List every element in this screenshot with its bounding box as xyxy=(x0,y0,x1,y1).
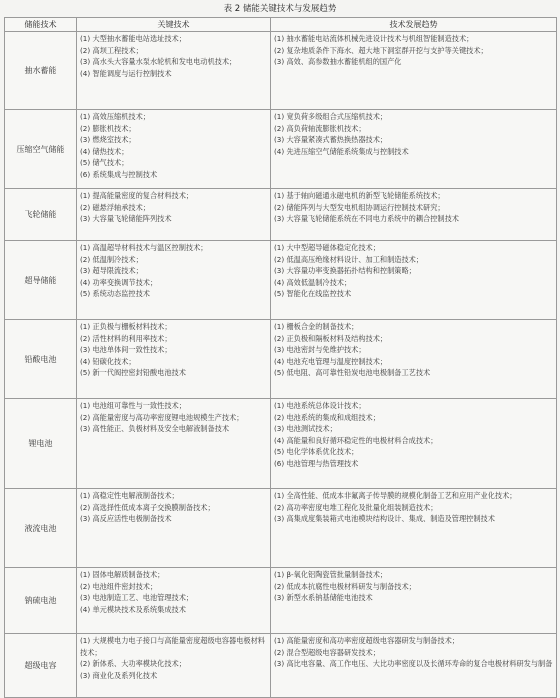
trend-item: (3) 新型水系钠基储能电池技术 xyxy=(274,593,373,603)
trend-cell xyxy=(271,320,557,399)
key-tech-item: (3) 电池单体间一致性技术； xyxy=(80,345,172,355)
key-tech-item: (3) 高水头大容量水泵水轮机和发电电动机技术； xyxy=(80,57,237,67)
trend-item: (1) 基于轴向磁通永磁电机的新型飞轮储能系统技术； xyxy=(274,191,445,200)
key-tech-item: (2) 低温制冷技术； xyxy=(80,254,143,264)
key-tech-item: (1) 提高能量密度的复合材料技术； xyxy=(80,191,194,200)
key-tech-item: (2) 新体系、大功率模块化技术； xyxy=(80,659,186,669)
key-tech-item: (1) 高温超导材料技术与温区控制技术； xyxy=(80,243,208,252)
key-tech-item: (1) 固体电解质制备技术； xyxy=(80,570,165,579)
trend-item: (2) 正负极和隔板材料及结构技术； xyxy=(274,333,388,343)
trend-item: (1) 高能量密度和高功率密度超级电容器研发与制备技术； xyxy=(274,636,459,645)
key-tech-item: (4) 单元模块技术及系统集成技术 xyxy=(80,604,186,614)
key-tech-cell xyxy=(77,110,271,189)
key-tech-item: (3) 电池制造工艺、电池管理技术； xyxy=(80,593,194,603)
trend-item: (3) 高效、高参数抽水蓄能机组的国产化 xyxy=(274,57,402,67)
trend-item: (3) 大容量紧凑式蓄热换热器技术； xyxy=(274,135,388,145)
trend-item: (2) 低温高压绝缘材料设计、加工和制造技术； xyxy=(274,254,424,264)
key-tech-item: (4) 功率变换调节技术； xyxy=(80,277,158,287)
key-tech-item: (4) 储热技术； xyxy=(80,146,129,156)
table-title: 表 2 储能关键技术与发展趋势 xyxy=(223,4,337,14)
key-tech-item: (4) 铅碳化技术； xyxy=(80,356,136,366)
table-row xyxy=(5,110,557,189)
trend-item: (2) 高负荷轴流膨胀机技术； xyxy=(274,123,366,133)
key-tech-item: (2) 电池组件密封技术； xyxy=(80,581,158,591)
trend-item: (1) 抽水蓄能电站流体机械先进设计技术与机组智能制造技术； xyxy=(274,34,474,43)
trend-cell xyxy=(271,110,557,189)
table-row xyxy=(5,32,557,110)
key-tech-item: (3) 商业化及系列化技术 xyxy=(80,670,158,680)
trend-item: (1) β-氧化铝陶瓷管批量制备技术； xyxy=(274,570,388,579)
trend-item: (3) 高比电容量、高工作电压、大比功率密度以及长循环寿命的复合电极材料研发与制备 xyxy=(274,659,553,669)
key-tech-cell xyxy=(77,32,271,110)
trend-cell xyxy=(271,241,557,320)
key-tech-cell xyxy=(77,320,271,399)
storage-tech-name: 超导储能 xyxy=(5,241,77,320)
storage-tech-name: 压缩空气储能 xyxy=(5,110,77,189)
trend-cell xyxy=(271,399,557,489)
trend-item: (4) 先进压缩空气储能系统集成与控制技术 xyxy=(274,146,409,156)
header-trend: 技术发展趋势 xyxy=(271,18,557,32)
key-tech-cell xyxy=(77,489,271,568)
trend-item: (1) 全高性能、低成本非氟离子传导膜的规模化制备工艺和应用产业化技术； xyxy=(274,491,517,500)
storage-tech-name: 铅酸电池 xyxy=(5,320,77,399)
key-tech-item: (1) 正负极与栅板材料技术； xyxy=(80,322,172,331)
key-tech-item: (3) 燃烧室技术； xyxy=(80,135,136,145)
trend-item: (5) 智能化在线监控技术 xyxy=(274,289,352,299)
key-tech-item: (2) 膨胀机技术； xyxy=(80,123,136,133)
key-tech-item: (2) 磁悬浮轴承技术； xyxy=(80,202,150,212)
trend-cell xyxy=(271,489,557,568)
trend-item: (2) 电池系统的集成和成组技术； xyxy=(274,412,380,422)
trend-item: (1) 大中型超导磁体稳定化技术； xyxy=(274,243,380,252)
trend-item: (3) 高集成度集装箱式电池模块结构设计、集成、制造及管理控制技术 xyxy=(274,514,495,524)
trend-item: (3) 电池测试技术； xyxy=(274,424,337,434)
trend-item: (2) 低成本抗腐性电极材料研发与制备技术； xyxy=(274,581,416,591)
key-tech-item: (5) 储气技术； xyxy=(80,158,129,168)
trend-cell xyxy=(271,189,557,241)
table-row xyxy=(5,568,557,634)
key-tech-item: (5) 系统动态监控技术 xyxy=(80,289,150,299)
trend-item: (6) 电池管理与热管理技术 xyxy=(274,458,359,468)
key-tech-item: (3) 高性能正、负极材料及安全电解液制备技术 xyxy=(80,424,230,434)
trend-item: (1) 电池系统总体设计技术； xyxy=(274,401,366,410)
key-tech-item: (5) 新一代阀控密封铅酸电池技术 xyxy=(80,368,186,378)
header-row xyxy=(5,18,557,32)
key-tech-item: (6) 系统集成与控制技术 xyxy=(80,169,158,179)
key-tech-item: (2) 高能量密度与高功率密度锂电池规模生产技术； xyxy=(80,412,244,422)
key-tech-item: (1) 高效压缩机技术； xyxy=(80,112,150,121)
trend-cell xyxy=(271,634,557,698)
storage-tech-name: 抽水蓄能 xyxy=(5,32,77,110)
table-row xyxy=(5,189,557,241)
trend-item: (3) 大容量飞轮储能系统在不同电力系统中的耦合控制技术 xyxy=(274,214,459,224)
key-tech-item: (1) 大型抽水蓄能电站选址技术； xyxy=(80,34,186,43)
trend-cell xyxy=(271,568,557,634)
key-tech-item: (1) 高稳定性电解液制备技术； xyxy=(80,491,179,500)
key-tech-item: (3) 大容量飞轮储能阵列技术 xyxy=(80,214,172,224)
key-tech-item: (1) 电池组可靠性与一致性技术； xyxy=(80,401,186,410)
key-tech-item: (3) 高反应活性电极制备技术 xyxy=(80,514,172,524)
storage-tech-name: 锂电池 xyxy=(5,399,77,489)
key-tech-item: (1) 大规模电力电子接口与高能量密度超级电容器电极材料技术； xyxy=(80,636,265,657)
key-tech-item: (2) 高选择性低成本离子交换膜制备技术； xyxy=(80,502,215,512)
header-key-tech: 关键技术 xyxy=(77,18,271,32)
header-storage-tech: 储能技术 xyxy=(5,18,77,32)
storage-tech-name: 飞轮储能 xyxy=(5,189,77,241)
key-tech-item: (2) 高坝工程技术； xyxy=(80,45,143,55)
trend-item: (1) 栅板合金的制备技术； xyxy=(274,322,359,331)
trend-cell xyxy=(271,32,557,110)
trend-item: (4) 高效低温制冷技术； xyxy=(274,277,352,287)
key-tech-cell xyxy=(77,568,271,634)
trend-item: (2) 储能阵列与大型发电机组协调运行控制技术研究； xyxy=(274,202,445,212)
storage-tech-name: 钠硫电池 xyxy=(5,568,77,634)
trend-item: (5) 低电阻、高可靠性铅炭电池电极制备工艺技术 xyxy=(274,368,431,378)
trend-item: (1) 宽负荷多级组合式压缩机技术； xyxy=(274,112,388,121)
table-row xyxy=(5,241,557,320)
table-row xyxy=(5,320,557,399)
key-tech-item: (4) 智能调度与运行控制技术 xyxy=(80,68,172,78)
storage-tech-name: 超级电容 xyxy=(5,634,77,698)
key-tech-item: (2) 活性材料的利用率技术； xyxy=(80,333,172,343)
trend-item: (4) 高能量和良好循环稳定性的电极材料合成技术； xyxy=(274,435,438,445)
key-tech-cell xyxy=(77,189,271,241)
trend-item: (2) 混合型超级电容器研发技术； xyxy=(274,647,380,657)
trend-item: (3) 大容量功率变换器拓扑结构和控制策略； xyxy=(274,266,416,276)
trend-item: (5) 电化学体系优化技术； xyxy=(274,447,359,457)
table-row xyxy=(5,399,557,489)
key-tech-cell xyxy=(77,241,271,320)
table-row xyxy=(5,634,557,698)
trend-item: (4) 电池充电管理与温度控制技术； xyxy=(274,356,388,366)
storage-tech-name: 液流电池 xyxy=(5,489,77,568)
trend-item: (2) 复杂地质条件下海水、超大地下洞室群开挖与支护等关键技术； xyxy=(274,45,488,55)
table-row xyxy=(5,489,557,568)
key-tech-cell xyxy=(77,399,271,489)
key-tech-item: (3) 超导限流技术； xyxy=(80,266,143,276)
trend-item: (2) 高功率密度电堆工程化及批量化组装制造技术； xyxy=(274,502,438,512)
trend-item: (3) 电池密封与免维护技术； xyxy=(274,345,366,355)
key-tech-cell xyxy=(77,634,271,698)
storage-tech-table xyxy=(4,17,557,698)
